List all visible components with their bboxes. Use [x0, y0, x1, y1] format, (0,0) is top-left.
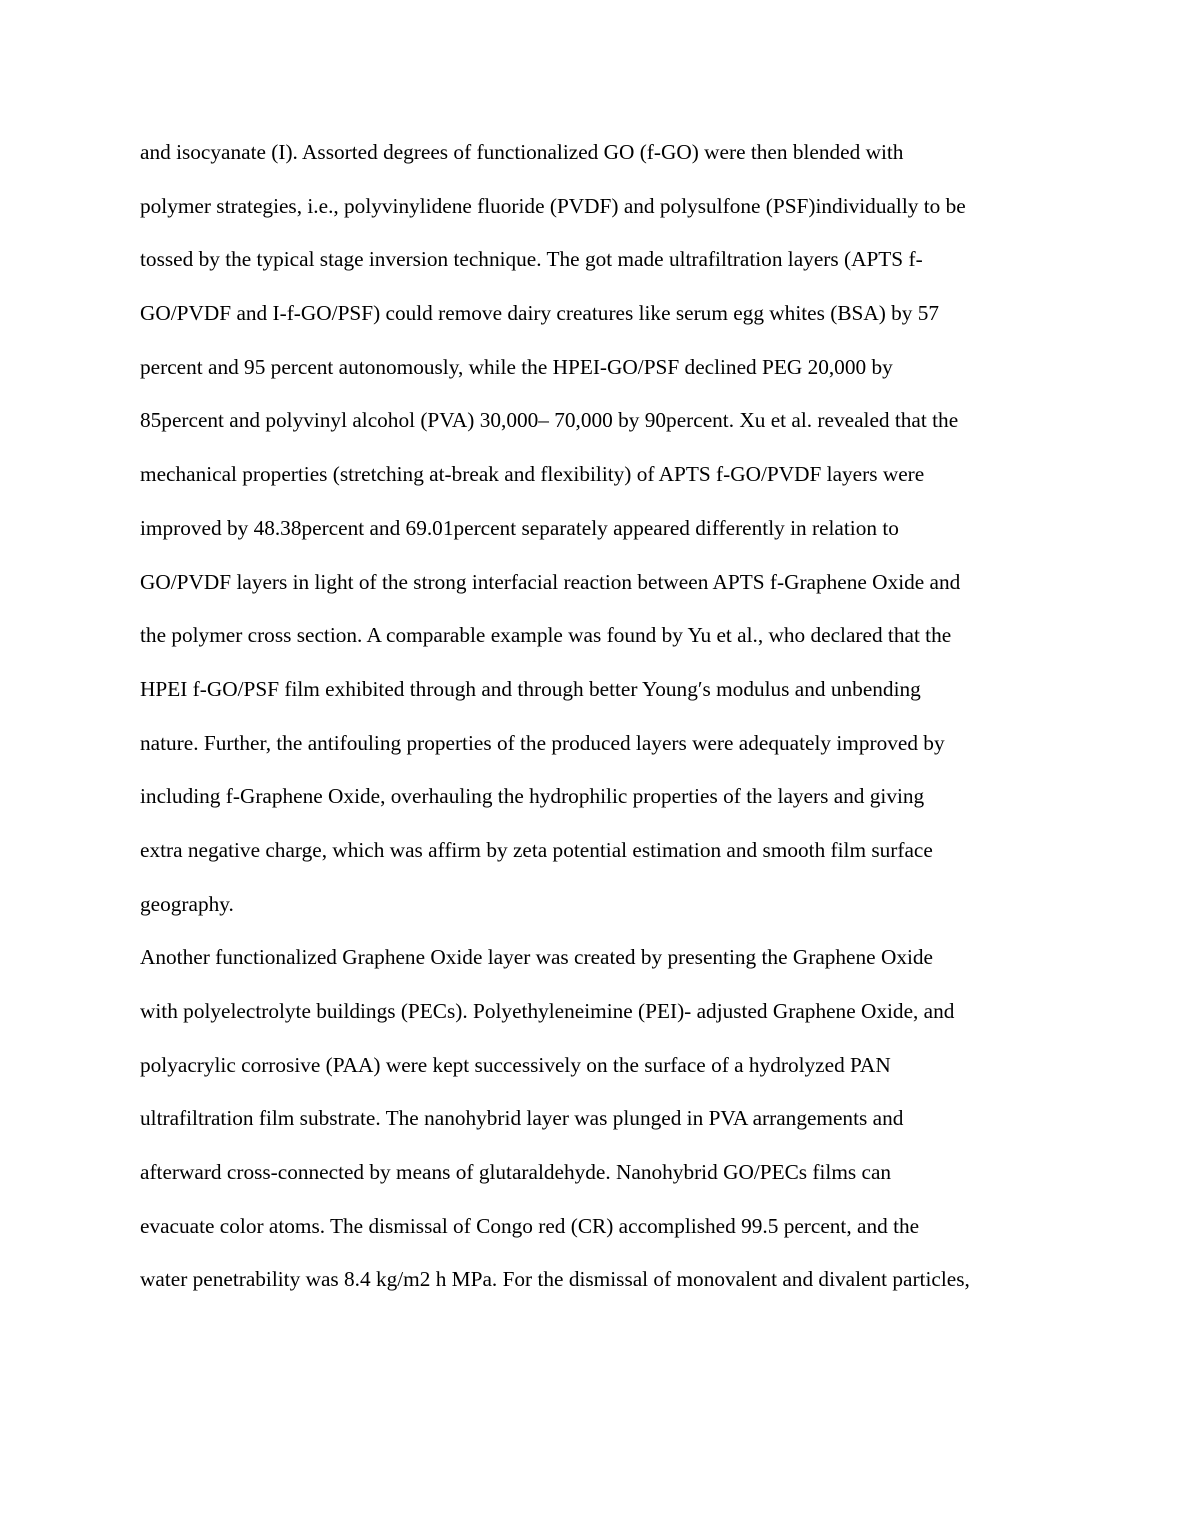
- text-line: with polyelectrolyte buildings (PECs). Polyethyleneimine (PEI)- adjusted Graphene Oxide, and: [140, 999, 955, 1023]
- text-line: including f-Graphene Oxide, overhauling the hydrophilic properties of the layers and giving: [140, 784, 925, 809]
- text-line: HPEI f-GO/PSF film exhibited through and through better Young′s modulus and unbending: [140, 676, 921, 701]
- text-line: polymer strategies, i.e., polyvinylidene fluoride (PVDF) and polysulfone (PSF)individually to be: [140, 193, 966, 218]
- text-line: GO/PVDF and I-f-GO/PSF) could remove dairy creatures like serum egg whites (BSA) by 57: [140, 301, 940, 326]
- text-line: evacuate color atoms. The dismissal of Congo red (CR) accomplished 99.5 percent, and the: [140, 1213, 920, 1238]
- text-line: and isocyanate (I). Assorted degrees of functionalized GO (f-GO) were then blended with: [140, 140, 904, 164]
- text-line: the polymer cross section. A comparable example was found by Yu et al., who declared that the: [140, 623, 952, 648]
- body-text: [140, 126, 1070, 1307]
- text-line: extra negative charge, which was affirm by zeta potential estimation and smooth film surface: [140, 837, 933, 862]
- text-line: tossed by the typical stage inversion technique. The got made ultrafiltration layers (APTS f-: [140, 247, 923, 272]
- text-line: improved by 48.38percent and 69.01percent separately appeared differently in relation to: [140, 515, 899, 540]
- text-line: polyacrylic corrosive (PAA) were kept successively on the surface of a hydrolyzed PAN: [140, 1052, 891, 1077]
- text-line: geography.: [140, 891, 234, 916]
- text-line: afterward cross-connected by means of glutaraldehyde. Nanohybrid GO/PECs films can: [140, 1160, 892, 1185]
- text-line: water penetrability was 8.4 kg/m2 h MPa. For the dismissal of monovalent and divalent particles,: [140, 1267, 970, 1292]
- text-line: ultrafiltration film substrate. The nanohybrid layer was plunged in PVA arrangements and: [140, 1106, 904, 1131]
- text-line: mechanical properties (stretching at-break and flexibility) of APTS f-GO/PVDF layers were: [140, 462, 925, 487]
- text-line: nature. Further, the antifouling properties of the produced layers were adequately improved by: [140, 730, 945, 755]
- text-line: GO/PVDF layers in light of the strong interfacial reaction between APTS f-Graphene Oxide and: [140, 569, 961, 594]
- text-line: 85percent and polyvinyl alcohol (PVA) 30,000– 70,000 by 90percent. Xu et al. revealed that the: [140, 408, 959, 433]
- text-line: Another functionalized Graphene Oxide layer was created by presenting the Graphene Oxide: [140, 945, 933, 970]
- text-line: percent and 95 percent autonomously, while the HPEI-GO/PSF declined PEG 20,000 by: [140, 354, 893, 379]
